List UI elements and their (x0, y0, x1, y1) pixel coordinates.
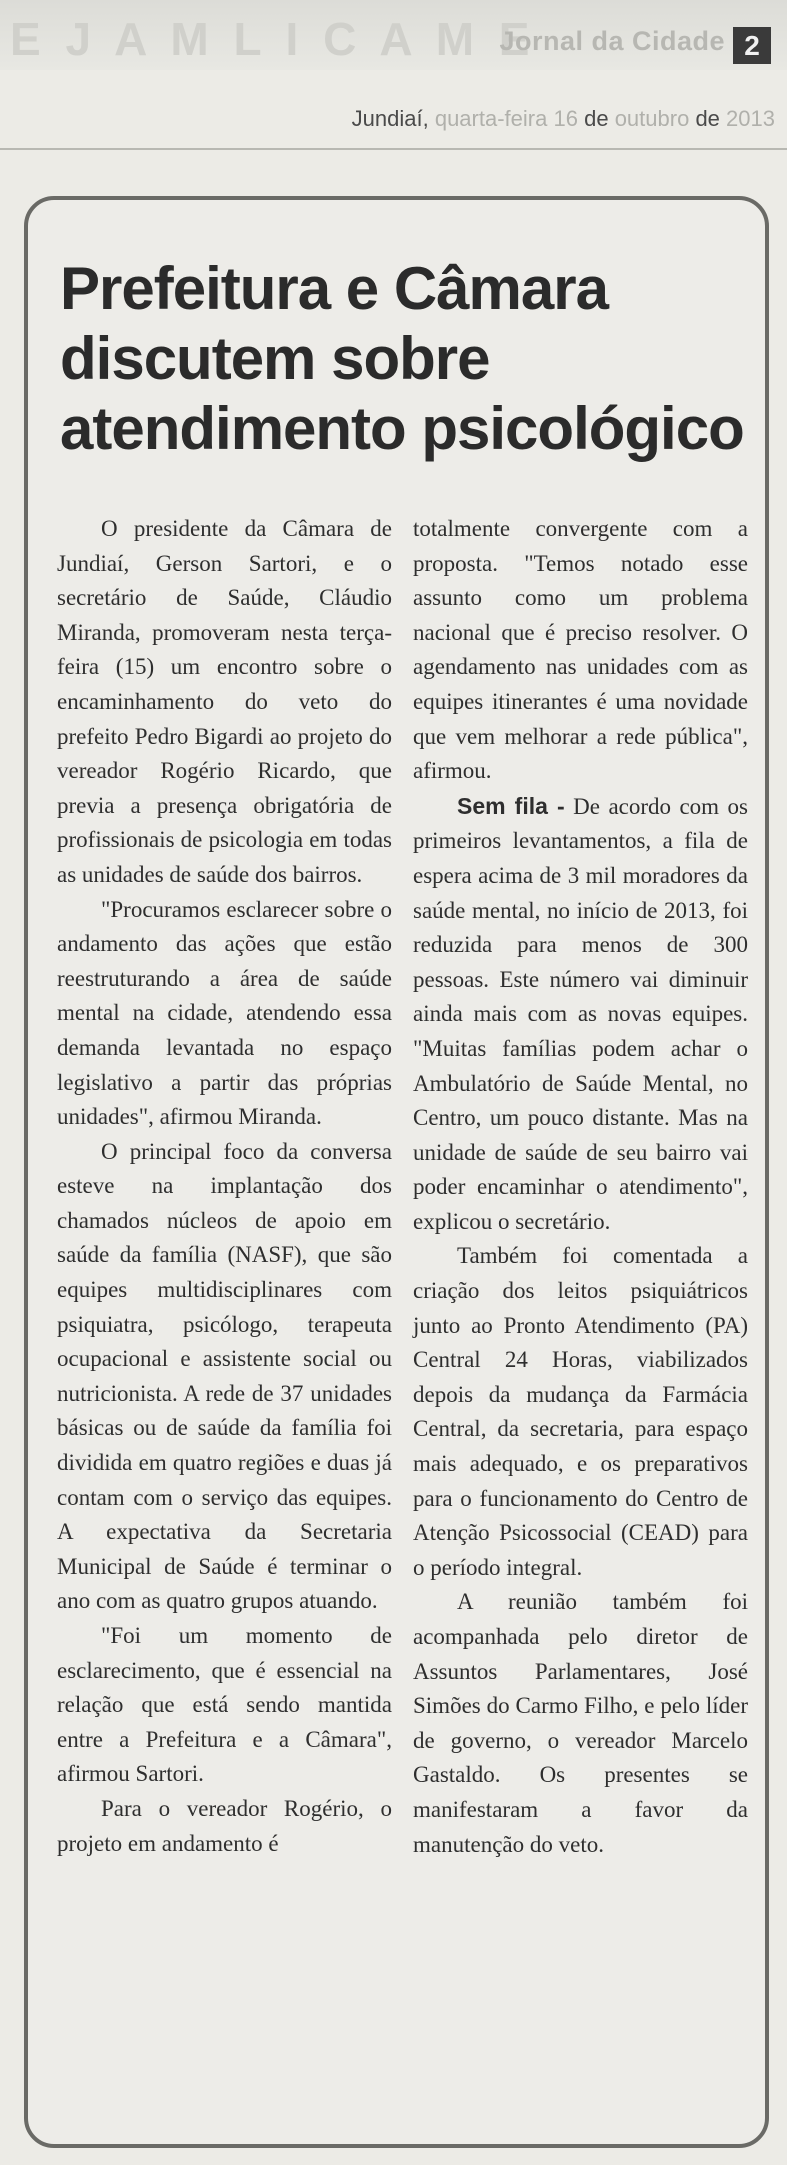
dateline-city: Jundiaí, (351, 106, 429, 131)
dateline-month: outubro (614, 106, 690, 131)
article-box (24, 196, 769, 2148)
page-number-badge: 2 (733, 27, 771, 64)
article-paragraph: "Procuramos esclarecer sobre o andamento das ações que estão reestruturando a área de saúde mental na cidade, atendendo essa demanda levantada no espaço legislativo a partir das próprias unidades", afirmou Miranda. (57, 896, 392, 1130)
subhead-sem-fila: Sem fila - (457, 792, 565, 819)
article-paragraph-subhead (413, 789, 748, 1240)
article-paragraph-text: De acordo com os primeiros levantamentos, a fila de espera acima de 3 mil moradores da saúde mental, no início de 2013, foi reduzida para menos de 300 pessoas. Este número vai diminuir ainda mais com as novas equipes. "Muitas famílias podem achar o Ambulatório de Saúde Mental, no Centro, um pouco distante. Mas na unidade de saúde de seu bairro vai poder encaminhar o atendimento", explicou o secretário. (413, 793, 748, 1234)
article-paragraph: O principal foco da conversa esteve na implantação dos chamados núcleos de apoio em saúde da família (NASF), que são equipes multidisciplinares com psiquiatra, psicólogo, terapeuta ocupacional e assistente social ou nutricionista. A rede de 37 unidades básicas ou de saúde da família foi dividida em quatro regiões e duas já contam com o serviço das equipes. A expectativa da Secretaria Municipal de Saúde é terminar o ano com as quatro grupos atuando. (57, 1138, 392, 1614)
article-paragraph: A reunião também foi acompanhada pelo diretor de Assuntos Parlamentares, José Simões do Carmo Filho, e pelo líder de governo, o vereador Marcelo Gastaldo. Os presentes se manifestaram a favor da manutenção do veto. (413, 1589, 748, 1857)
article-headline: Prefeitura e Câmara discutem sobre atendimento psicológico (60, 255, 744, 462)
masthead (0, 0, 787, 70)
dateline-de2: de (695, 106, 720, 131)
journal-name: Jornal da Cidade (499, 26, 725, 56)
article-column-left (57, 512, 392, 1861)
article-paragraph: Para o vereador Rogério, o projeto em andamento é (57, 1795, 392, 1856)
dateline-day: 16 (553, 106, 578, 131)
dateline-weekday: quarta-feira (434, 106, 548, 131)
dateline-year: 2013 (726, 106, 775, 131)
article-paragraph: Também foi comentada a criação dos leitos psiquiátricos junto ao Pronto Atendimento (PA) Central 24 Horas, viabilizados depois da mudança da Farmácia Central, da secretaria, para espaço mais adequado, e os preparativos para o funcionamento do Centro de Atenção Psicossocial (CEAD) para o período integral. (413, 1243, 748, 1580)
article-paragraph: "Foi um momento de esclarecimento, que é essencial na relação que está sendo mantida entre a Prefeitura e a Câmara", afirmou Sartori. (57, 1623, 392, 1787)
article-paragraph: totalmente convergente com a proposta. "Temos notado esse assunto como um problema nacional que é preciso resolver. O agendamento nas unidades com as equipes itinerantes é uma novidade que vem melhorar a rede pública", afirmou. (413, 516, 748, 784)
article-column-right (413, 512, 748, 1862)
header-divider (0, 148, 787, 150)
article-paragraph: O presidente da Câmara de Jundiaí, Gerson Sartori, e o secretário de Saúde, Cláudio Miranda, promoveram nesta terça-feira (15) um encontro sobre o encaminhamento do veto do prefeito Pedro Bigardi ao projeto do vereador Rogério Ricardo, que previa a presença obrigatória de profissionais de psicologia em todas as unidades de saúde dos bairros. (57, 516, 392, 887)
masthead-background-text: E J A M L I C A M E (10, 13, 536, 65)
dateline-de1: de (584, 106, 609, 131)
dateline (352, 106, 775, 132)
